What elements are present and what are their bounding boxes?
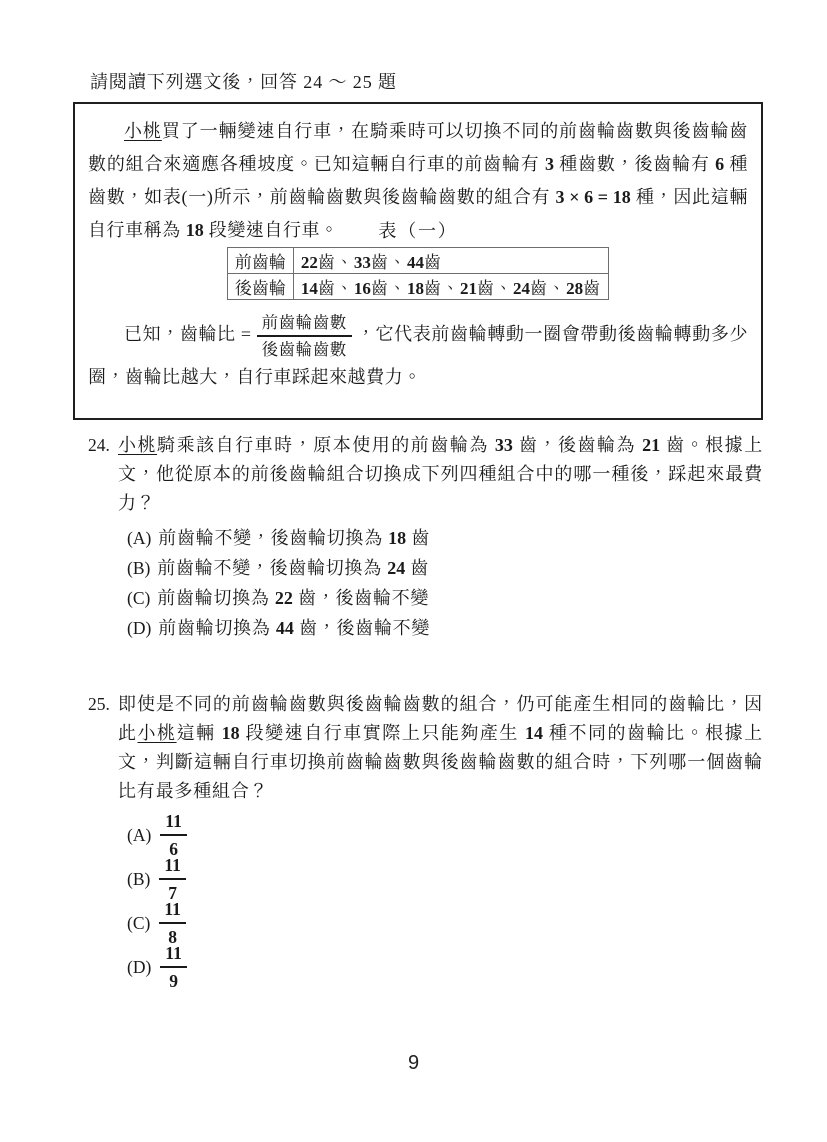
- formula-suffix: ，它代表前齒輪轉動一圈會帶動後齒輪轉動多少圈，齒輪比越大，自行車踩起來越費力。: [88, 324, 748, 388]
- fraction-numerator: 11: [159, 853, 186, 881]
- option-d: [127, 942, 763, 992]
- front-gear-header: 前齒輪: [227, 248, 293, 274]
- option-label: (A): [127, 824, 152, 845]
- table-row: [227, 274, 608, 300]
- page-footer: [0, 1052, 827, 1075]
- fraction-denominator: 8: [168, 927, 177, 948]
- page-number: 9: [407, 1052, 420, 1074]
- rear-gear-header: 後齒輪: [227, 274, 293, 300]
- option-fraction: [160, 941, 187, 994]
- option-label: (A): [127, 528, 152, 549]
- fraction-denominator: 9: [169, 971, 178, 992]
- options-list: [118, 523, 763, 643]
- fraction-numerator: 11: [160, 809, 187, 837]
- passage-box: [73, 102, 763, 420]
- gear-table: [227, 247, 609, 300]
- question-body: [118, 431, 763, 643]
- question-stem: 即使是不同的前齒輪齒數與後齒輪齒數的組合，仍可能產生相同的齒輪比，因此小桃這輛 18 段變速自行車實際上只能夠產生 14 種不同的齒輪比。根據上文，判斷這輛自行車切換前齒輪齒數與後齒輪齒數的組合時，下列哪一個齒輪比有最多種組合？: [118, 694, 763, 802]
- fraction-denominator: 6: [169, 839, 178, 860]
- passage-paragraph: 小桃買了一輛變速自行車，在騎乘時可以切換不同的前齒輪齒數與後齒輪齒數的組合來適應各種坡度。已知這輛自行車的前齒輪有 3 種齒數，後齒輪有 6 種齒數，如表(一)所示，前齒輪齒數與後齒輪齒數的組合有 3 × 6 = 18 種，因此這輛自行車稱為 18 段變速自行車。: [88, 121, 749, 240]
- option-label: (B): [127, 558, 151, 579]
- rear-gear-values: 14齒、16齒、18齒、21齒、24齒、28齒: [293, 274, 608, 300]
- question-body: [118, 690, 763, 992]
- fraction-numerator: 11: [159, 897, 186, 925]
- fraction-numerator: 11: [160, 941, 187, 969]
- question-number: 25.: [88, 694, 110, 715]
- option-text: 前齒輪切換為 44 齒，後齒輪不變: [158, 618, 431, 639]
- option-label: (B): [127, 868, 151, 889]
- option-c: [127, 898, 763, 948]
- option-a: [127, 810, 763, 860]
- option-d: [127, 613, 763, 643]
- fraction-denominator: 後齒輪齒數: [261, 340, 347, 360]
- option-text: 前齒輪不變，後齒輪切換為 24 齒: [157, 558, 430, 579]
- option-b: [127, 854, 763, 904]
- question-24: [88, 431, 763, 643]
- question-25: [88, 690, 763, 992]
- question-number: 24.: [88, 435, 110, 456]
- question-stem: 小桃騎乘該自行車時，原本使用的前齒輪為 33 齒，後齒輪為 21 齒。根據上文，他從原本的前後齒輪組合切換成下列四種組合中的哪一種後，踩起來最費力？: [118, 435, 764, 514]
- fraction-denominator: 7: [168, 883, 177, 904]
- reading-instruction: 請閱讀下列選文後，回答 24 ～ 25 題: [90, 72, 397, 92]
- front-gear-values: 22齒、33齒、44齒: [293, 248, 608, 274]
- fraction-numerator: 前齒輪齒數: [257, 311, 352, 337]
- option-c: [127, 583, 763, 613]
- option-label: (D): [127, 956, 152, 977]
- option-text: 前齒輪不變，後齒輪切換為 18 齒: [158, 528, 431, 549]
- gear-ratio-formula: [88, 311, 748, 394]
- option-a: [127, 523, 763, 553]
- options-list: [118, 810, 763, 992]
- table-row: [227, 248, 608, 274]
- option-text: 前齒輪切換為 22 齒，後齒輪不變: [157, 588, 430, 609]
- option-label: (C): [127, 588, 151, 609]
- option-label: (D): [127, 618, 152, 639]
- formula-fraction: [257, 311, 352, 361]
- option-label: (C): [127, 912, 151, 933]
- formula-prefix: 已知，齒輪比 =: [124, 324, 252, 345]
- table-caption: 表（一）: [378, 221, 458, 241]
- option-b: [127, 553, 763, 583]
